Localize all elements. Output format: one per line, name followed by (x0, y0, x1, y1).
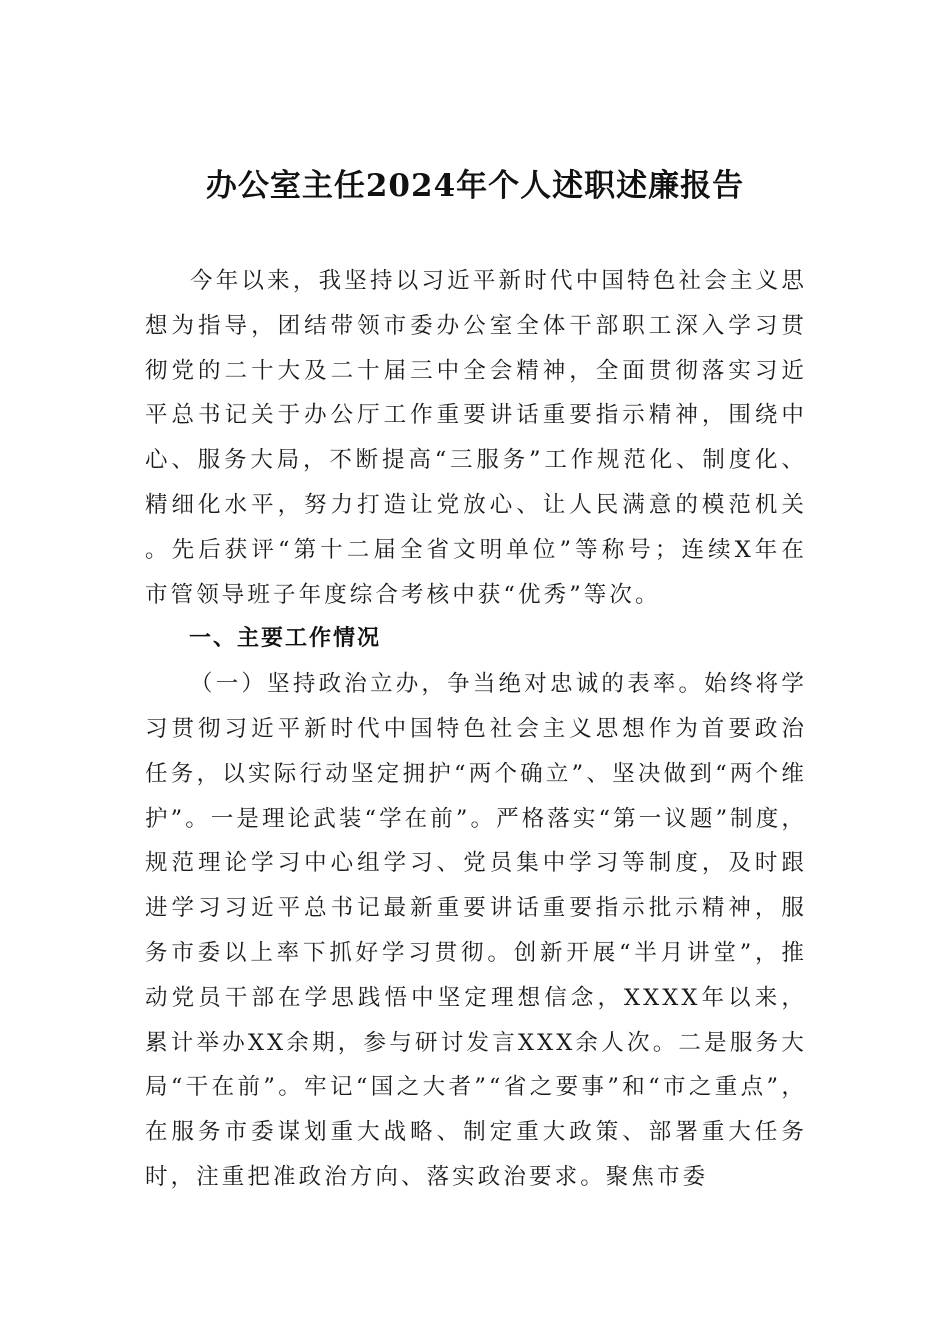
document-title: 办公室主任2024年个人述职述廉报告 (205, 168, 745, 204)
subsection-paragraph: （一）坚持政治立办，争当绝对忠诚的表率。始终将学习贯彻习近平新时代中国特色社会主义思想作为首要政治任务，以实际行动坚定拥护“两个确立”、坚决做到“两个维护”。一是理论武装“学在前”。严格落实“第一议题”制度，规范理论学习中心组学习、党员集中学习等制度，及时跟进学习习近平总书记最新重要讲话重要指示批示精神，服务市委以上率下抓好学习贯彻。创新开展“半月讲堂”，推动党员干部在学思践悟中坚定理想信念，XXXX年以来，累计举办XX余期，参与研讨发言XXX余人次。二是服务大局“干在前”。牢记“国之大者”“省之要事”和“市之重点”，在服务市委谋划重大战略、制定重大政策、部署重大任务时，注重把准政治方向、落实政治要求。聚焦市委 (145, 671, 807, 1190)
intro-paragraph: 今年以来，我坚持以习近平新时代中国特色社会主义思想为指导，团结带领市委办公室全体干部职工深入学习贯彻党的二十大及二十届三中全会精神，全面贯彻落实习近平总书记关于办公厅工作重要讲话重要指示精神，围绕中心、服务大局，不断提高“三服务”工作规范化、制度化、精细化水平，努力打造让党放心、让人民满意的模范机关。先后获评“第十二届全省文明单位”等称号；连续X年在市管领导班子年度综合考核中获“优秀”等次。 (145, 268, 807, 608)
section-heading: 一、主要工作情况 (189, 626, 382, 652)
document-body (145, 259, 807, 1200)
